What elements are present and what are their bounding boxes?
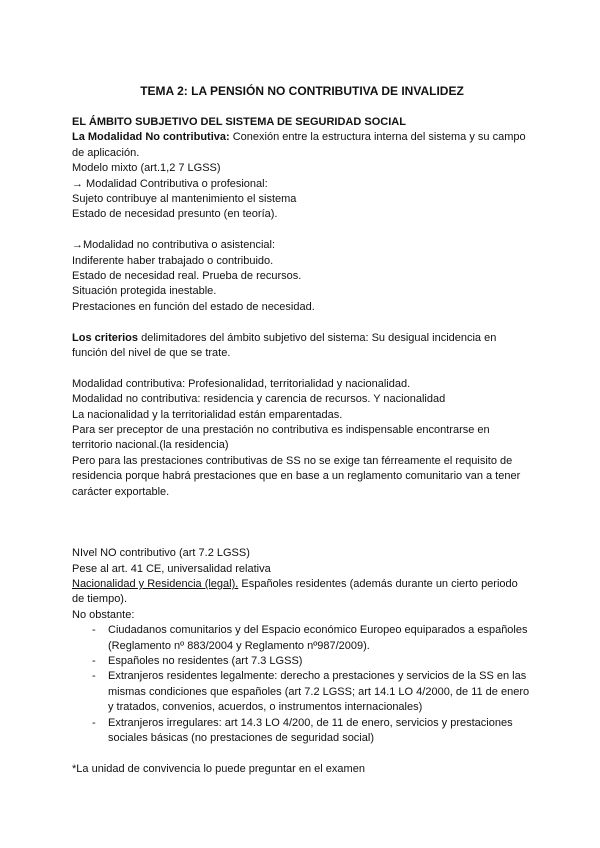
list-item: - Españoles no residentes (art 7.3 LGSS): [92, 654, 532, 669]
text-line: La nacionalidad y la territorialidad están emparentadas.: [72, 408, 343, 421]
text-line: Modelo mixto (art.1,2 7 LGSS): [72, 162, 221, 175]
text-line: Prestaciones en función del estado de necesidad.: [72, 300, 315, 313]
paragraph-text: Conexión entre la estructura interna del sistema y su campo de aplicación.: [72, 131, 526, 159]
text-line: NIvel NO contributivo (art 7.2 LGSS): [72, 547, 250, 560]
bold-term: Los criterios: [72, 331, 139, 344]
section-heading: EL ÁMBITO SUBJETIVO DEL SISTEMA DE SEGURIDAD SOCIAL: [72, 116, 406, 128]
text-line: Indiferente haber trabajado o contribuido.: [72, 254, 274, 267]
footnote: *La unidad de convivencia lo puede preguntar en el examen: [72, 762, 365, 775]
text-line: Modalidad no contributiva: residencia y carencia de recursos. Y nacionalidad: [72, 393, 446, 406]
list-item: - Ciudadanos comunitarios y del Espacio económico Europeo equiparados a españoles (Reglamento nº 883/2004 y Reglamento nº987/2009).: [92, 623, 532, 654]
paragraph-text: delimitadores del ámbito subjetivo del sistema: Su desigual incidencia en función del nivel de que se trate.: [72, 331, 497, 360]
paragraph-nacionalidad: [72, 577, 532, 608]
list-item: - Extranjeros irregulares: art 14.3 LO 4/200, de 11 de enero, servicios y prestaciones sociales básicas (no prestaciones de seguridad social): [92, 716, 532, 747]
list-item: - Extranjeros residentes legalmente: derecho a prestaciones y servicios de la SS en las mismas condiciones que españoles (art 7.2 LGSS; art 14.1 LO 4/2000, de 11 de enero y tratados, convenios, acuerdos, o instrumentos internacionales): [92, 669, 532, 715]
text-line: → Modalidad Contributiva o profesional:: [72, 177, 268, 190]
text-line: Para ser preceptor de una prestación no contributiva es indispensable encontrarse en territorio nacional.(la residencia): [72, 424, 490, 452]
text-line: No obstante:: [72, 608, 135, 621]
paragraph-modalidad: [72, 130, 532, 161]
text-line: Situación protegida inestable.: [72, 285, 217, 298]
text-line: Estado de necesidad real. Prueba de recursos.: [72, 270, 302, 283]
text-line: →Modalidad no contributiva o asistencial:: [72, 239, 276, 252]
text-line: Pero para las prestaciones contributivas de SS no se exige tan férreamente el requisito de residencia porque habrá prestaciones que en base a un reglamento comunitario van a tener carácter exportable.: [72, 454, 521, 498]
paragraph-text: Españoles residentes (además durante un cierto periodo de tiempo).: [72, 577, 518, 606]
dash-list: [72, 623, 532, 746]
text-line: Modalidad contributiva: Profesionalidad, territorialidad y nacionalidad.: [72, 377, 411, 390]
document-page: [72, 83, 532, 777]
document-title: TEMA 2: LA PENSIÓN NO CONTRIBUTIVA DE INVALIDEZ: [140, 84, 464, 98]
text-line: Sujeto contribuye al mantenimiento el sistema: [72, 193, 297, 206]
text-line: Estado de necesidad presunto (en teoría).: [72, 208, 278, 221]
underlined-term: Nacionalidad y Residencia (legal).: [72, 577, 239, 590]
text-line: Pese al art. 41 CE, universalidad relativa: [72, 562, 271, 575]
paragraph-criterios: [72, 331, 532, 362]
bold-term: La Modalidad No contributiva:: [72, 131, 230, 144]
